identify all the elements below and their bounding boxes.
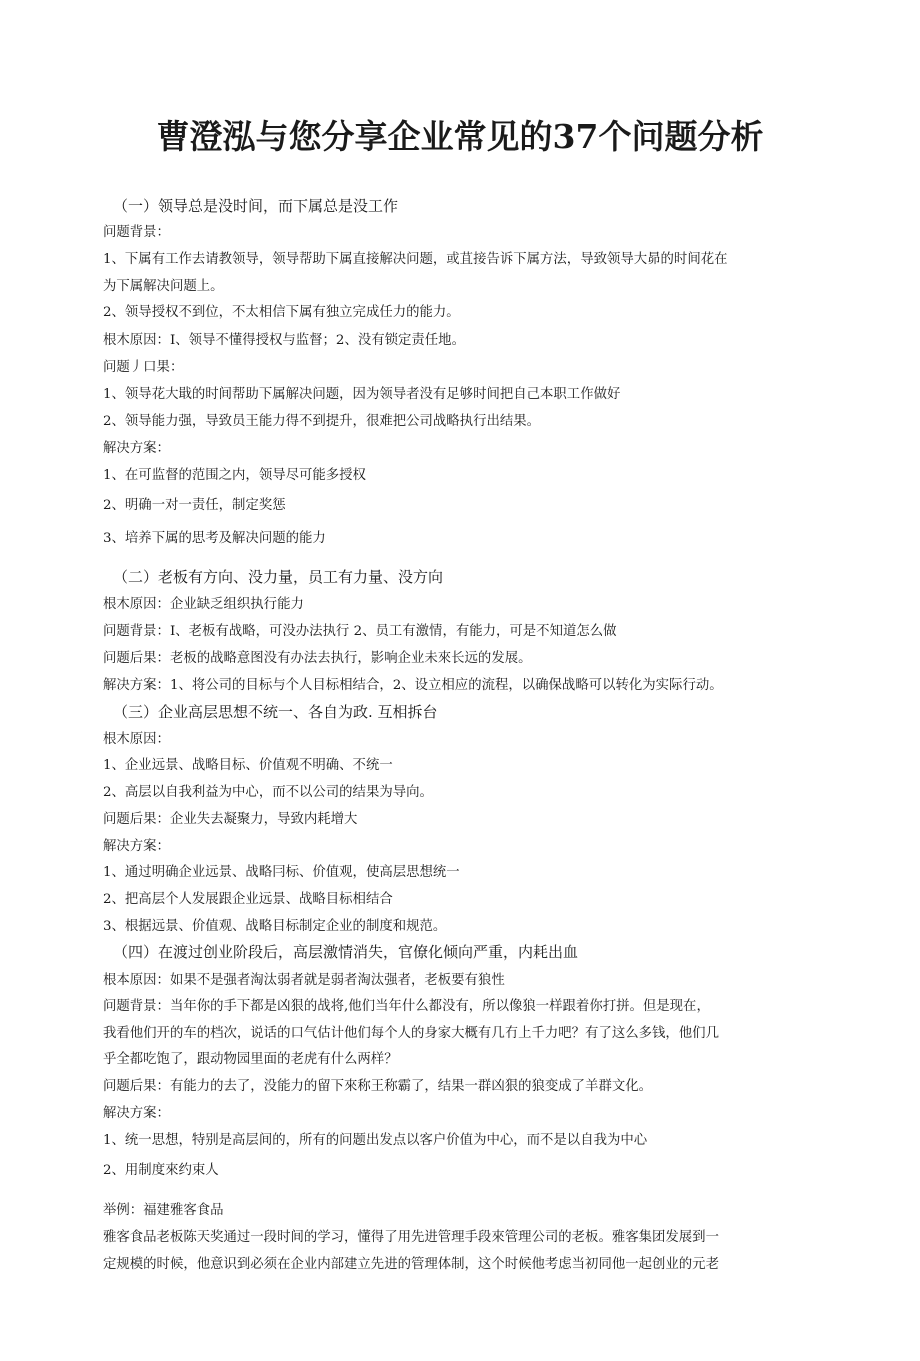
body-text-line: 问题背景：I、老板有战略，可没办法执行 2、员工有激情，有能力，可是不知道怎么做 xyxy=(103,624,617,639)
body-text-line: 解决方案：1、将公司的目标与个人目标相结合，2、设立相应的流程，以确保战略可以转化为实际行动。 xyxy=(103,678,723,693)
body-text-line: 1、企业远景、战略目标、价值观不明确、不统一 xyxy=(103,758,393,773)
page-title: 曹澄泓与您分享企业常见的37个问题分析 xyxy=(156,117,764,156)
body-text-line: 根木原因：企业缺乏组织执行能力 xyxy=(103,597,304,612)
body-text-line: 解决方案： xyxy=(103,839,170,854)
body-text-line: 3、根据远景、价值观、战略目标制定企业的制度和规范。 xyxy=(103,919,447,934)
body-text-line: 问题后果：企业失去凝聚力，导致内耗增大 xyxy=(103,812,358,827)
body-text-line: 根木原因： xyxy=(103,732,170,747)
body-text-line: 1、统一思想，特别是高层间的，所有的问题出发点以客户价值为中心，而不是以自我为中心 xyxy=(103,1133,648,1148)
body-text-line: 问题后果：老板的战略意图没有办法去执行，影响企业未來长远的发展。 xyxy=(103,651,532,666)
body-text-line: 我看他们开的车的档次，说话的口气估计他们每个人的身家大概有几冇上千力吧？有了这么多钱，他们几 xyxy=(103,1026,719,1041)
body-text-line: 举例：福建雅客食品 xyxy=(103,1203,224,1218)
body-text-line: 解决方案： xyxy=(103,1106,170,1121)
section-heading: （三）企业高层思想不统一、各自为政. 互相拆台 xyxy=(113,703,438,721)
body-text-line: 2、用制度來约束人 xyxy=(103,1163,219,1178)
body-text-line: 乎全都吃饱了，跟动物园里面的老虎有什么两样？ xyxy=(103,1052,398,1067)
body-text-line: 问题丿口果： xyxy=(103,360,184,375)
body-text-line: 3、培养下属的思考及解决问题的能力 xyxy=(103,531,326,546)
body-text-line: 定规模的时候，他意识到必须在企业内部建立先进的管理体制，这个时候他考虑当初同他一起创业的元老 xyxy=(103,1257,719,1272)
body-text-line: 问题背景：当年你的手下都是凶狠的战将,他们当年什么都没有，所以像狼一样跟着你打拼。但是现在， xyxy=(103,999,710,1014)
body-text-line: 2、明确一对一责任，制定奖惩 xyxy=(103,498,286,513)
body-text-line: 1、通过明确企业远景、战略冃标、价值观，使高层思想统一 xyxy=(103,865,460,880)
section-heading: （四）在渡过创业阶段后，高层激情消失，官僚化倾向严重，内耗出血 xyxy=(113,943,579,961)
body-text-line: 1、下属有工作去请教领导，领导帮助下属直接解决问题，或苴接告诉下属方法，导致领导大昴的时间花在 xyxy=(103,252,728,267)
body-text-line: 问题后果：有能力的去了，没能力的留下來称王称霸了，结果一群凶狠的狼变成了羊群文化。 xyxy=(103,1079,653,1094)
body-text-line: 雅客食品老板陈天奖通过一段时间的学习，懂得了用先进管理手段來管理公司的老板。雅客集团发展到一 xyxy=(103,1230,719,1245)
body-text-line: 解决方案： xyxy=(103,441,170,456)
body-text-line: 2、高层以自我利益为中心，而不以公司的结果为导向。 xyxy=(103,785,433,800)
body-text-line: 1、领导花大戢的时间帮助下属解决问题，因为领导者没有足够时间把自己本职工作做好 xyxy=(103,387,621,402)
body-text-line: 2、领导能力强，导致员王能力得不到提升，很难把公司战略执行出结果。 xyxy=(103,414,541,429)
body-text-line: 根本原因：如果不是强者淘汰弱者就是弱者淘汰强者，老板要有狼性 xyxy=(103,973,505,988)
body-text-line: 根木原因：I、领导不懂得授权与监督；2、没有锁定责任地。 xyxy=(103,333,465,348)
body-text-line: 2、领导授权不到位，不太相信下属有独立完成任力的能力。 xyxy=(103,305,460,320)
body-text-line: 1、在可监督的范围之内，领导尽可能多授权 xyxy=(103,468,366,483)
body-text-line: 为下属解决问题上。 xyxy=(103,279,224,294)
body-text-line: 2、把高层个人发展跟企业远景、战略目标相结合 xyxy=(103,892,393,907)
body-text-line: 问题背景： xyxy=(103,225,170,240)
section-heading: （二）老板有方向、没力量，员工有力量、没方向 xyxy=(113,568,444,586)
section-heading: （一）领导总是没时间，而下属总是没工作 xyxy=(113,197,399,215)
